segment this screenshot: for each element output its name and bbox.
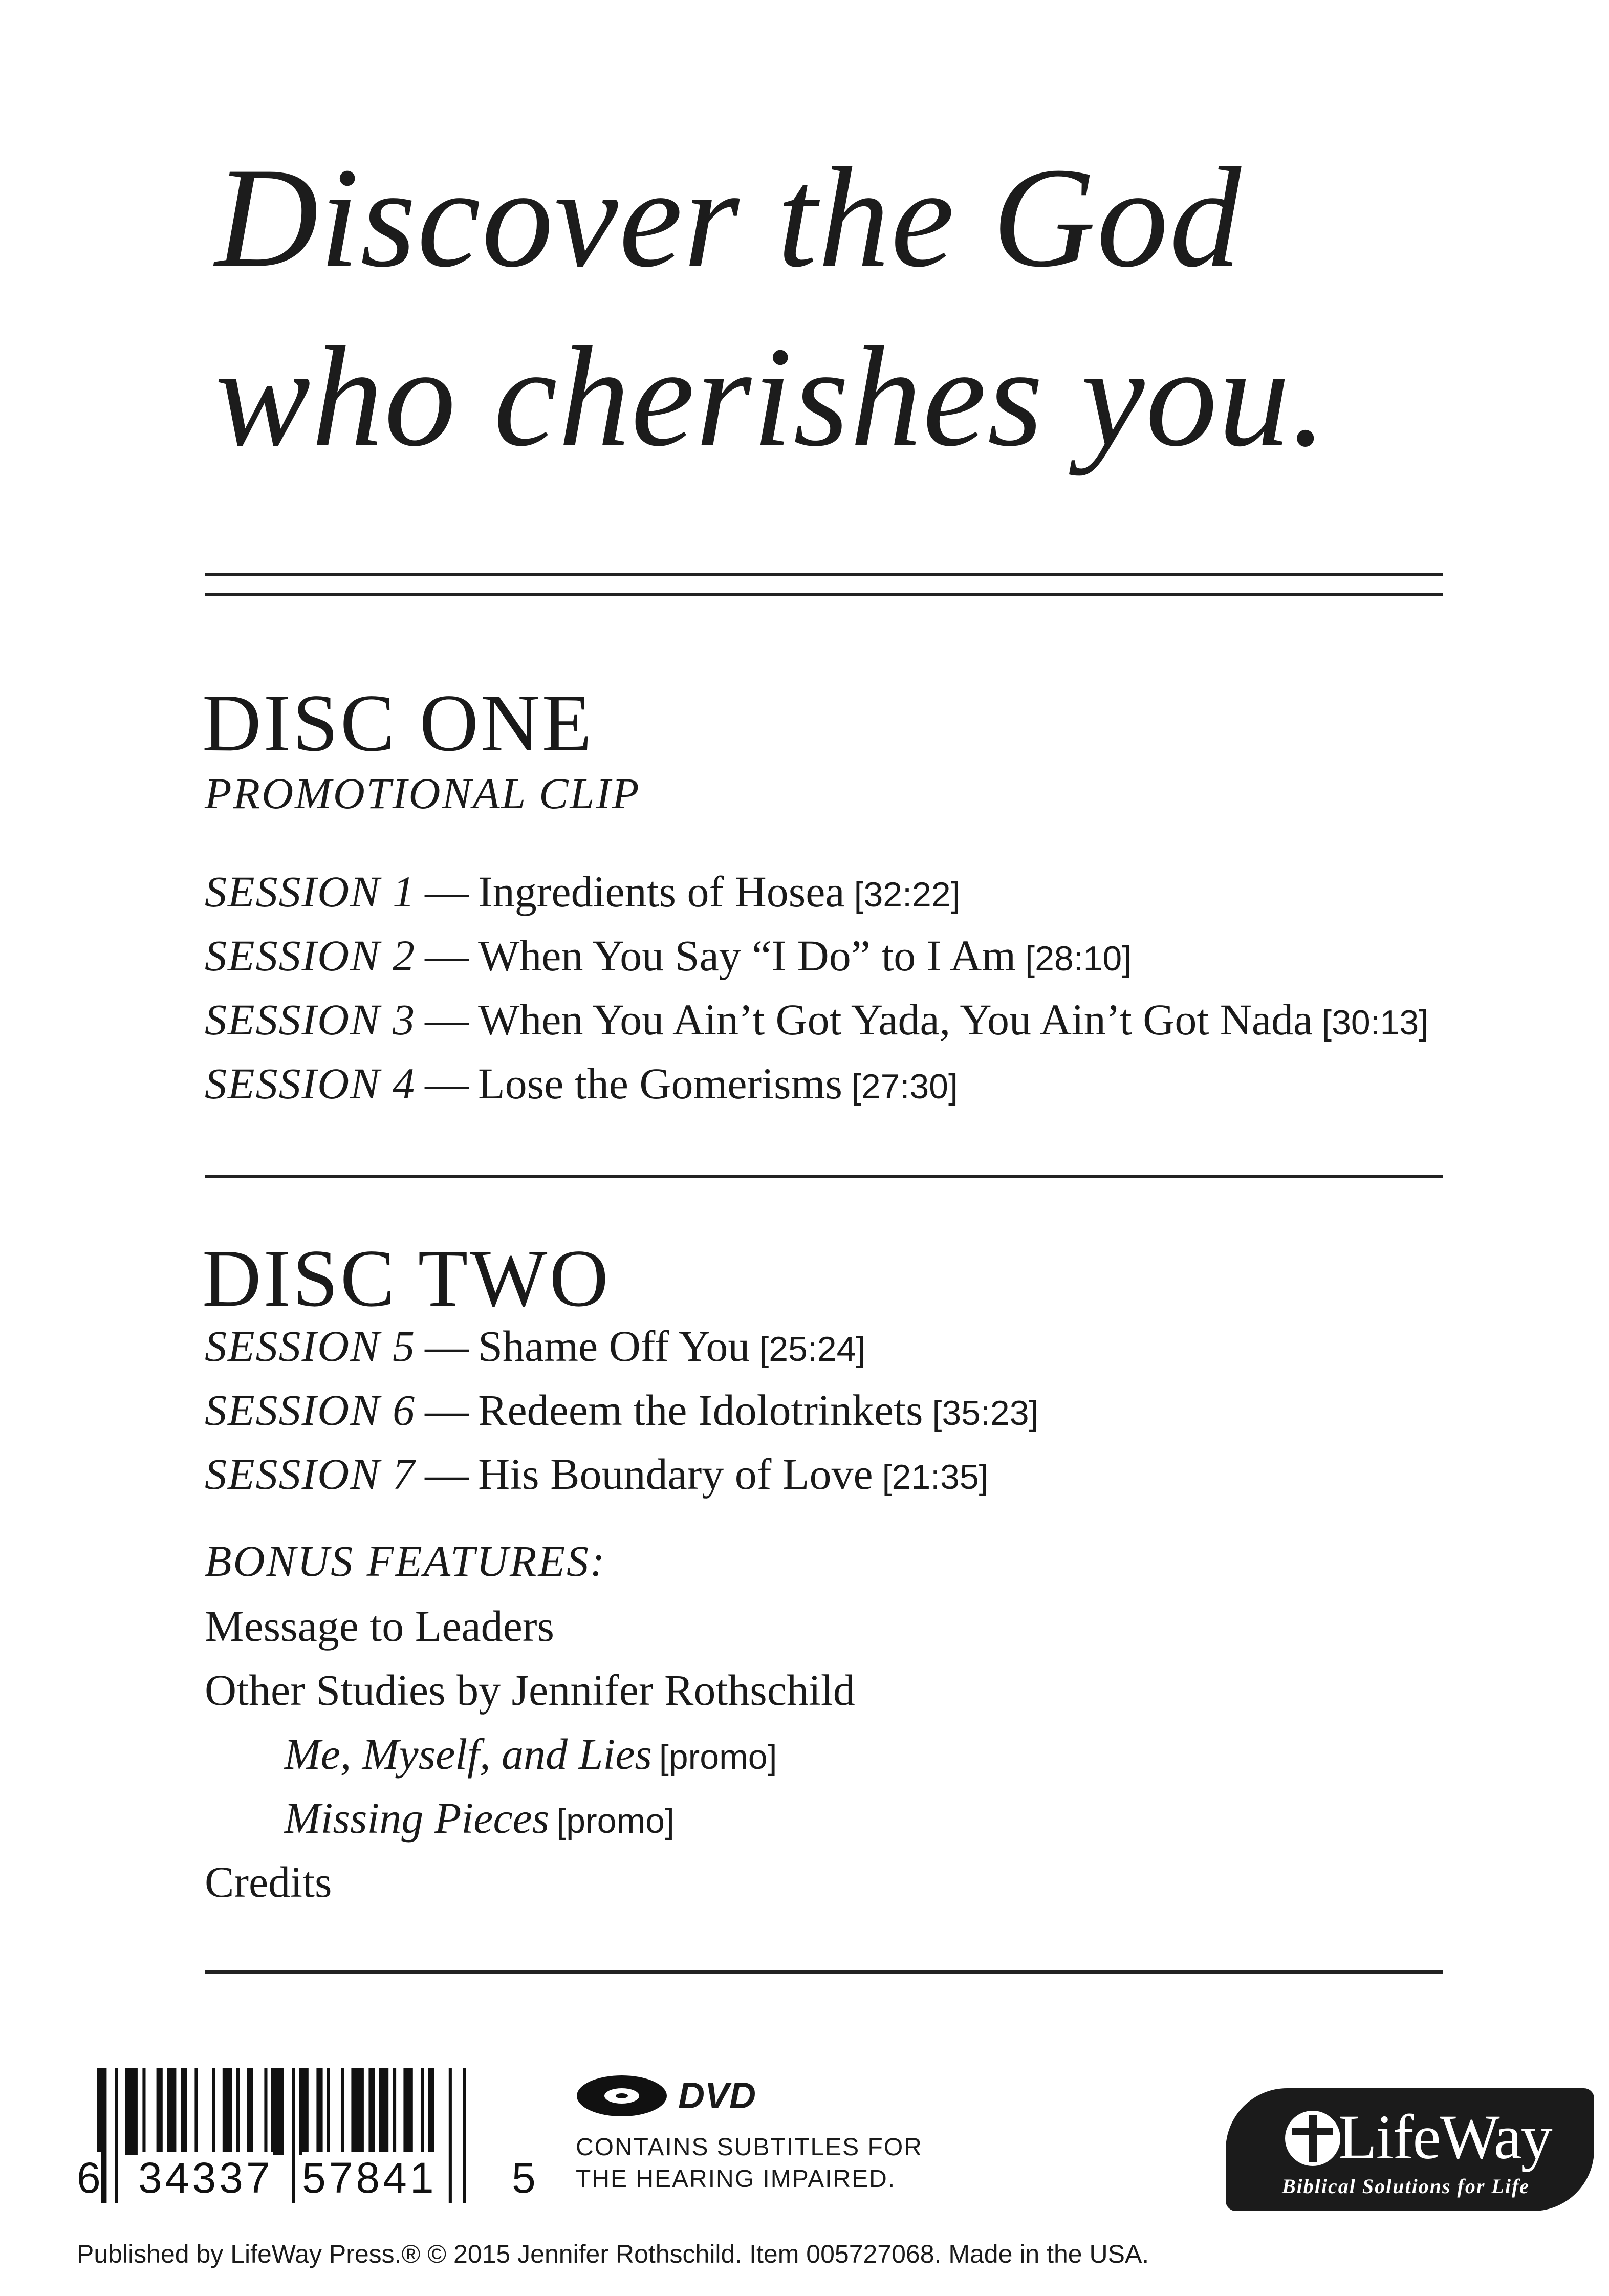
- session-number: SESSION 2: [205, 931, 416, 980]
- barcode-right-digits: 57841: [302, 2152, 437, 2203]
- promo-tag: [promo]: [556, 1802, 675, 1840]
- bonus-item-message-to-leaders: Message to Leaders: [205, 1601, 554, 1651]
- bonus-item-credits: Credits: [205, 1857, 332, 1907]
- cross-icon: [1282, 2108, 1343, 2169]
- subtitles-note: [576, 2132, 923, 2195]
- session-duration: [21:35]: [882, 1458, 989, 1497]
- session-item: [205, 924, 1484, 988]
- session-item: [205, 1442, 1484, 1506]
- em-dash: —: [425, 1385, 469, 1435]
- dvd-logo: [576, 2068, 756, 2124]
- session-duration: [35:23]: [932, 1394, 1039, 1433]
- session-number: SESSION 5: [205, 1322, 416, 1371]
- promo-tag: [promo]: [659, 1738, 777, 1777]
- session-item: [205, 860, 1484, 924]
- session-title: When You Ain’t Got Yada, You Ain’t Got Nada: [478, 995, 1313, 1044]
- session-duration: [25:24]: [759, 1330, 866, 1369]
- em-dash: —: [425, 1322, 469, 1371]
- barcode-left-digits: 34337: [138, 2152, 273, 2203]
- session-title: Shame Off You: [478, 1322, 750, 1371]
- em-dash: —: [425, 1449, 469, 1499]
- session-number: SESSION 4: [205, 1059, 416, 1108]
- disc-one-session-list: [205, 860, 1484, 1116]
- section-divider: [205, 1970, 1443, 1974]
- subtitles-note-line-2: THE HEARING IMPAIRED.: [576, 2165, 896, 2193]
- bonus-item-other-studies: Other Studies by Jennifer Rothschild: [205, 1665, 855, 1715]
- promo-title: Me, Myself, and Lies: [284, 1729, 652, 1779]
- publisher-footer: Published by LifeWay Press.® © 2015 Jennifer Rothschild. Item 005727068. Made in the USA.: [77, 2240, 1149, 2268]
- session-item: [205, 1378, 1484, 1442]
- session-title: His Boundary of Love: [478, 1449, 873, 1499]
- promo-title: Missing Pieces: [284, 1793, 550, 1843]
- session-title: Redeem the Idolotrinkets: [478, 1385, 923, 1435]
- barcode-lead-digit: 6: [77, 2152, 101, 2203]
- lifeway-wordmark: LifeWay: [1338, 2102, 1552, 2172]
- session-number: SESSION 6: [205, 1385, 416, 1435]
- bonus-features-heading: BONUS FEATURES:: [205, 1536, 606, 1586]
- tagline-line-1: Discover the God: [215, 138, 1243, 297]
- session-duration: [27:30]: [851, 1067, 958, 1106]
- session-item: [205, 1314, 1484, 1378]
- em-dash: —: [425, 1059, 469, 1108]
- em-dash: —: [425, 931, 469, 980]
- double-divider: [205, 573, 1443, 596]
- barcode-check-digit: 5: [512, 2152, 536, 2203]
- lifeway-slogan: Biblical Solutions for Life: [1282, 2175, 1530, 2198]
- disc-one-title: DISC ONE: [202, 677, 594, 768]
- em-dash: —: [425, 867, 469, 916]
- session-duration: [28:10]: [1025, 939, 1132, 978]
- bonus-features-list: [205, 1594, 1484, 1914]
- subtitles-note-line-1: CONTAINS SUBTITLES FOR: [576, 2134, 923, 2161]
- session-duration: [30:13]: [1322, 1003, 1429, 1042]
- bonus-item-promo-me-myself-and-lies: [205, 1722, 1484, 1786]
- lifeway-logo: [1226, 2088, 1594, 2211]
- dvd-label: DVD: [678, 2075, 756, 2116]
- session-number: SESSION 7: [205, 1449, 416, 1499]
- tagline-line-2: who cherishes you.: [215, 317, 1328, 476]
- session-item: [205, 988, 1484, 1052]
- disc-two-title: DISC TWO: [202, 1232, 611, 1324]
- session-title: Lose the Gomerisms: [478, 1059, 842, 1108]
- session-title: When You Say “I Do” to I Am: [478, 931, 1016, 980]
- disc-icon: [576, 2073, 668, 2119]
- promotional-clip-label: PROMOTIONAL CLIP: [205, 769, 641, 818]
- disc-two-session-list: [205, 1314, 1484, 1506]
- session-item: [205, 1052, 1484, 1116]
- section-divider: [205, 1175, 1443, 1178]
- session-number: SESSION 1: [205, 867, 416, 916]
- em-dash: —: [425, 995, 469, 1044]
- session-duration: [32:22]: [854, 875, 961, 914]
- session-title: Ingredients of Hosea: [478, 867, 845, 916]
- bonus-item-promo-missing-pieces: [205, 1786, 1484, 1850]
- session-number: SESSION 3: [205, 995, 416, 1044]
- tagline: [215, 128, 1494, 486]
